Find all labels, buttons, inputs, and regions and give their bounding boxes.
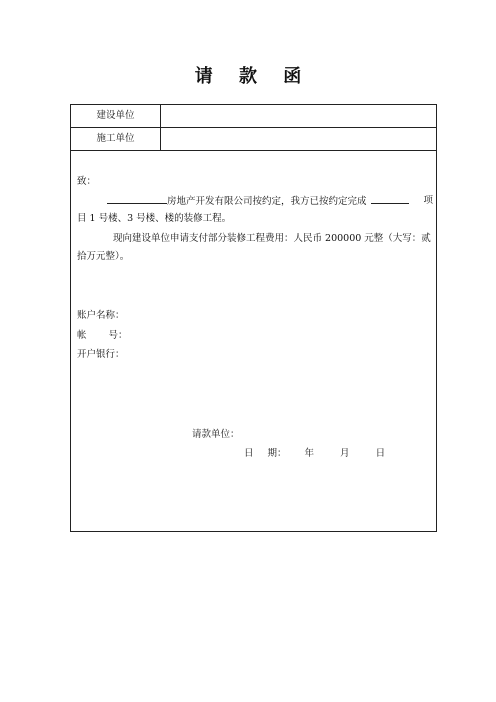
account-number-label: 帐 号： xyxy=(77,330,128,341)
day-label: 日 xyxy=(375,448,386,459)
letter-line-1-end: 项 xyxy=(423,195,433,206)
construction-unit-row xyxy=(71,105,436,128)
year-label: 年 xyxy=(304,448,315,459)
requester-label: 请款单位： xyxy=(192,429,240,440)
letter-line-1-text: 房地产开发有限公司按约定，我方已按约定完成 xyxy=(167,196,367,207)
month-label: 月 xyxy=(340,448,350,459)
date-label-b: 期： xyxy=(267,448,287,459)
project-blank[interactable] xyxy=(371,192,409,204)
letter-line-3: 现向建设单位申请支付部分装修工程费用：人民币 200000 元整（大写：贰 xyxy=(113,233,431,244)
developer-blank[interactable] xyxy=(107,192,167,204)
letter-line-1 xyxy=(77,192,433,210)
contractor-unit-row xyxy=(71,128,436,151)
contractor-unit-field[interactable] xyxy=(161,128,436,150)
letter-line-4: 拾万元整）。 xyxy=(77,251,130,262)
request-form xyxy=(70,104,437,532)
account-name-label: 账户名称： xyxy=(77,310,125,321)
salutation: 致： xyxy=(77,176,97,187)
bank-label: 开户银行： xyxy=(77,349,125,360)
date-label-a: 日 xyxy=(244,448,254,459)
contractor-unit-label: 施工单位 xyxy=(71,128,161,150)
construction-unit-field[interactable] xyxy=(161,105,436,127)
construction-unit-label: 建设单位 xyxy=(71,105,161,127)
page-title: 请 款 函 xyxy=(194,66,312,87)
date-line xyxy=(244,445,424,462)
letter-line-2: 目 1 号楼、3 号楼、楼的装修工程。 xyxy=(77,213,232,224)
